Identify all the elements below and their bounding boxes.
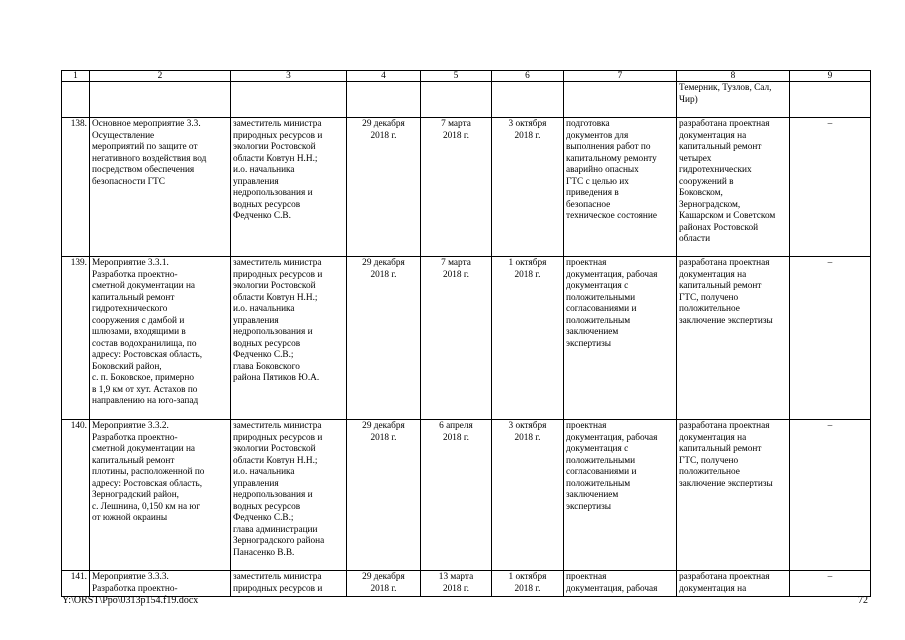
responsible-cell: заместитель министра природных ресурсов и экологии Ростовской области Ковтун Н.Н.; и.о. начальника управления недропользования и водных ресурсов Федченко С.В.	[231, 118, 347, 257]
date-cell: 3 октября 2018 г.	[492, 420, 564, 571]
outcome-cell: разработана проектная документация на капитальный ремонт ГТС, получено положительное заключение экспертизы	[677, 420, 790, 571]
note-cell: –	[790, 118, 871, 257]
continuation-row	[62, 82, 871, 118]
row-number: 140.	[62, 420, 90, 571]
date-cell: 3 октября 2018 г.	[492, 118, 564, 257]
footer-page-number: 72	[858, 595, 868, 606]
note-cell: –	[790, 571, 871, 597]
row-number: 139.	[62, 257, 90, 420]
date-cell: 7 марта 2018 г.	[421, 118, 492, 257]
column-header: 7	[564, 71, 677, 82]
column-header: 3	[231, 71, 347, 82]
date-cell: 6 апреля 2018 г.	[421, 420, 492, 571]
table-row	[62, 420, 871, 571]
activity-cell: Мероприятие 3.3.3. Разработка проектно-	[90, 571, 231, 597]
date-cell: 29 декабря 2018 г.	[347, 420, 421, 571]
date-cell: 1 октября 2018 г.	[492, 571, 564, 597]
footer-file-path: Y:\ORST\Ppo\0313p154.f19.docx	[62, 595, 199, 606]
schedule-table	[61, 70, 871, 597]
result-cell: проектная документация, рабочая документация с положительными согласованиями и положительным заключением экспертизы	[564, 420, 677, 571]
date-cell: 29 декабря 2018 г.	[347, 571, 421, 597]
note-cell: –	[790, 257, 871, 420]
row-number: 138.	[62, 118, 90, 257]
activity-cell: Основное мероприятие 3.3. Осуществление мероприятий по защите от негативного воздействия вод посредством обеспечения безопасности ГТС	[90, 118, 231, 257]
column-header: 8	[677, 71, 790, 82]
result-cell: подготовка документов для выполнения работ по капитальному ремонту аварийно опасных ГТС с целью их приведения в безопасное техническое состояние	[564, 118, 677, 257]
note-cell: –	[790, 420, 871, 571]
date-cell: 29 декабря 2018 г.	[347, 118, 421, 257]
result-cell: проектная документация, рабочая документация с положительными согласованиями и положительным заключением экспертизы	[564, 257, 677, 420]
activity-cell: Мероприятие 3.3.1. Разработка проектно- сметной документации на капитальный ремонт гидротехнического сооружения с дамбой и шлюзами, входящими в состав водохранилища, по адресу: Ростовская область, Боковский район, с. п. Боковское, примерно в 1,9 км от хут. Астахов по направлению на юго-запад	[90, 257, 231, 420]
activity-cell: Мероприятие 3.3.2. Разработка проектно- сметной документации на капитальный ремонт плотины, расположенной по адресу: Ростовская область, Зерноградский район, с. Лешнина, 0,150 км на юг от южной окраины	[90, 420, 231, 571]
responsible-cell: заместитель министра природных ресурсов и экологии Ростовской области Ковтун Н.Н.; и.о. начальника управления недропользования и водных ресурсов Федченко С.В.; глава администрации Зерноградского района Панасенко В.В.	[231, 420, 347, 571]
outcome-cell: разработана проектная документация на	[677, 571, 790, 597]
responsible-cell: заместитель министра природных ресурсов и	[231, 571, 347, 597]
date-cell: 13 марта 2018 г.	[421, 571, 492, 597]
date-cell: 1 октября 2018 г.	[492, 257, 564, 420]
row-number: 141.	[62, 571, 90, 597]
responsible-cell: заместитель министра природных ресурсов и экологии Ростовской области Ковтун Н.Н.; и.о. начальника управления недропользования и водных ресурсов Федченко С.В.; глава Боковского района Пятиков Ю.А.	[231, 257, 347, 420]
table-row	[62, 257, 871, 420]
date-cell: 29 декабря 2018 г.	[347, 257, 421, 420]
column-header: 2	[90, 71, 231, 82]
outcome-cell: разработана проектная документация на капитальный ремонт ГТС, получено положительное заключение экспертизы	[677, 257, 790, 420]
column-header: 5	[421, 71, 492, 82]
table-row	[62, 571, 871, 597]
column-header: 6	[492, 71, 564, 82]
column-header: 4	[347, 71, 421, 82]
column-header: 1	[62, 71, 90, 82]
outcome-cell: разработана проектная документация на капитальный ремонт четырех гидротехнических сооружений в Боковском, Зерноградском, Кашарском и Советском районах Ростовской области	[677, 118, 790, 257]
column-header: 9	[790, 71, 871, 82]
date-cell: 7 марта 2018 г.	[421, 257, 492, 420]
continuation-outcome-cell: Темерник, Тузлов, Сал, Чир)	[677, 82, 790, 118]
result-cell: проектная документация, рабочая	[564, 571, 677, 597]
column-number-header-row	[62, 71, 871, 82]
table-row	[62, 118, 871, 257]
